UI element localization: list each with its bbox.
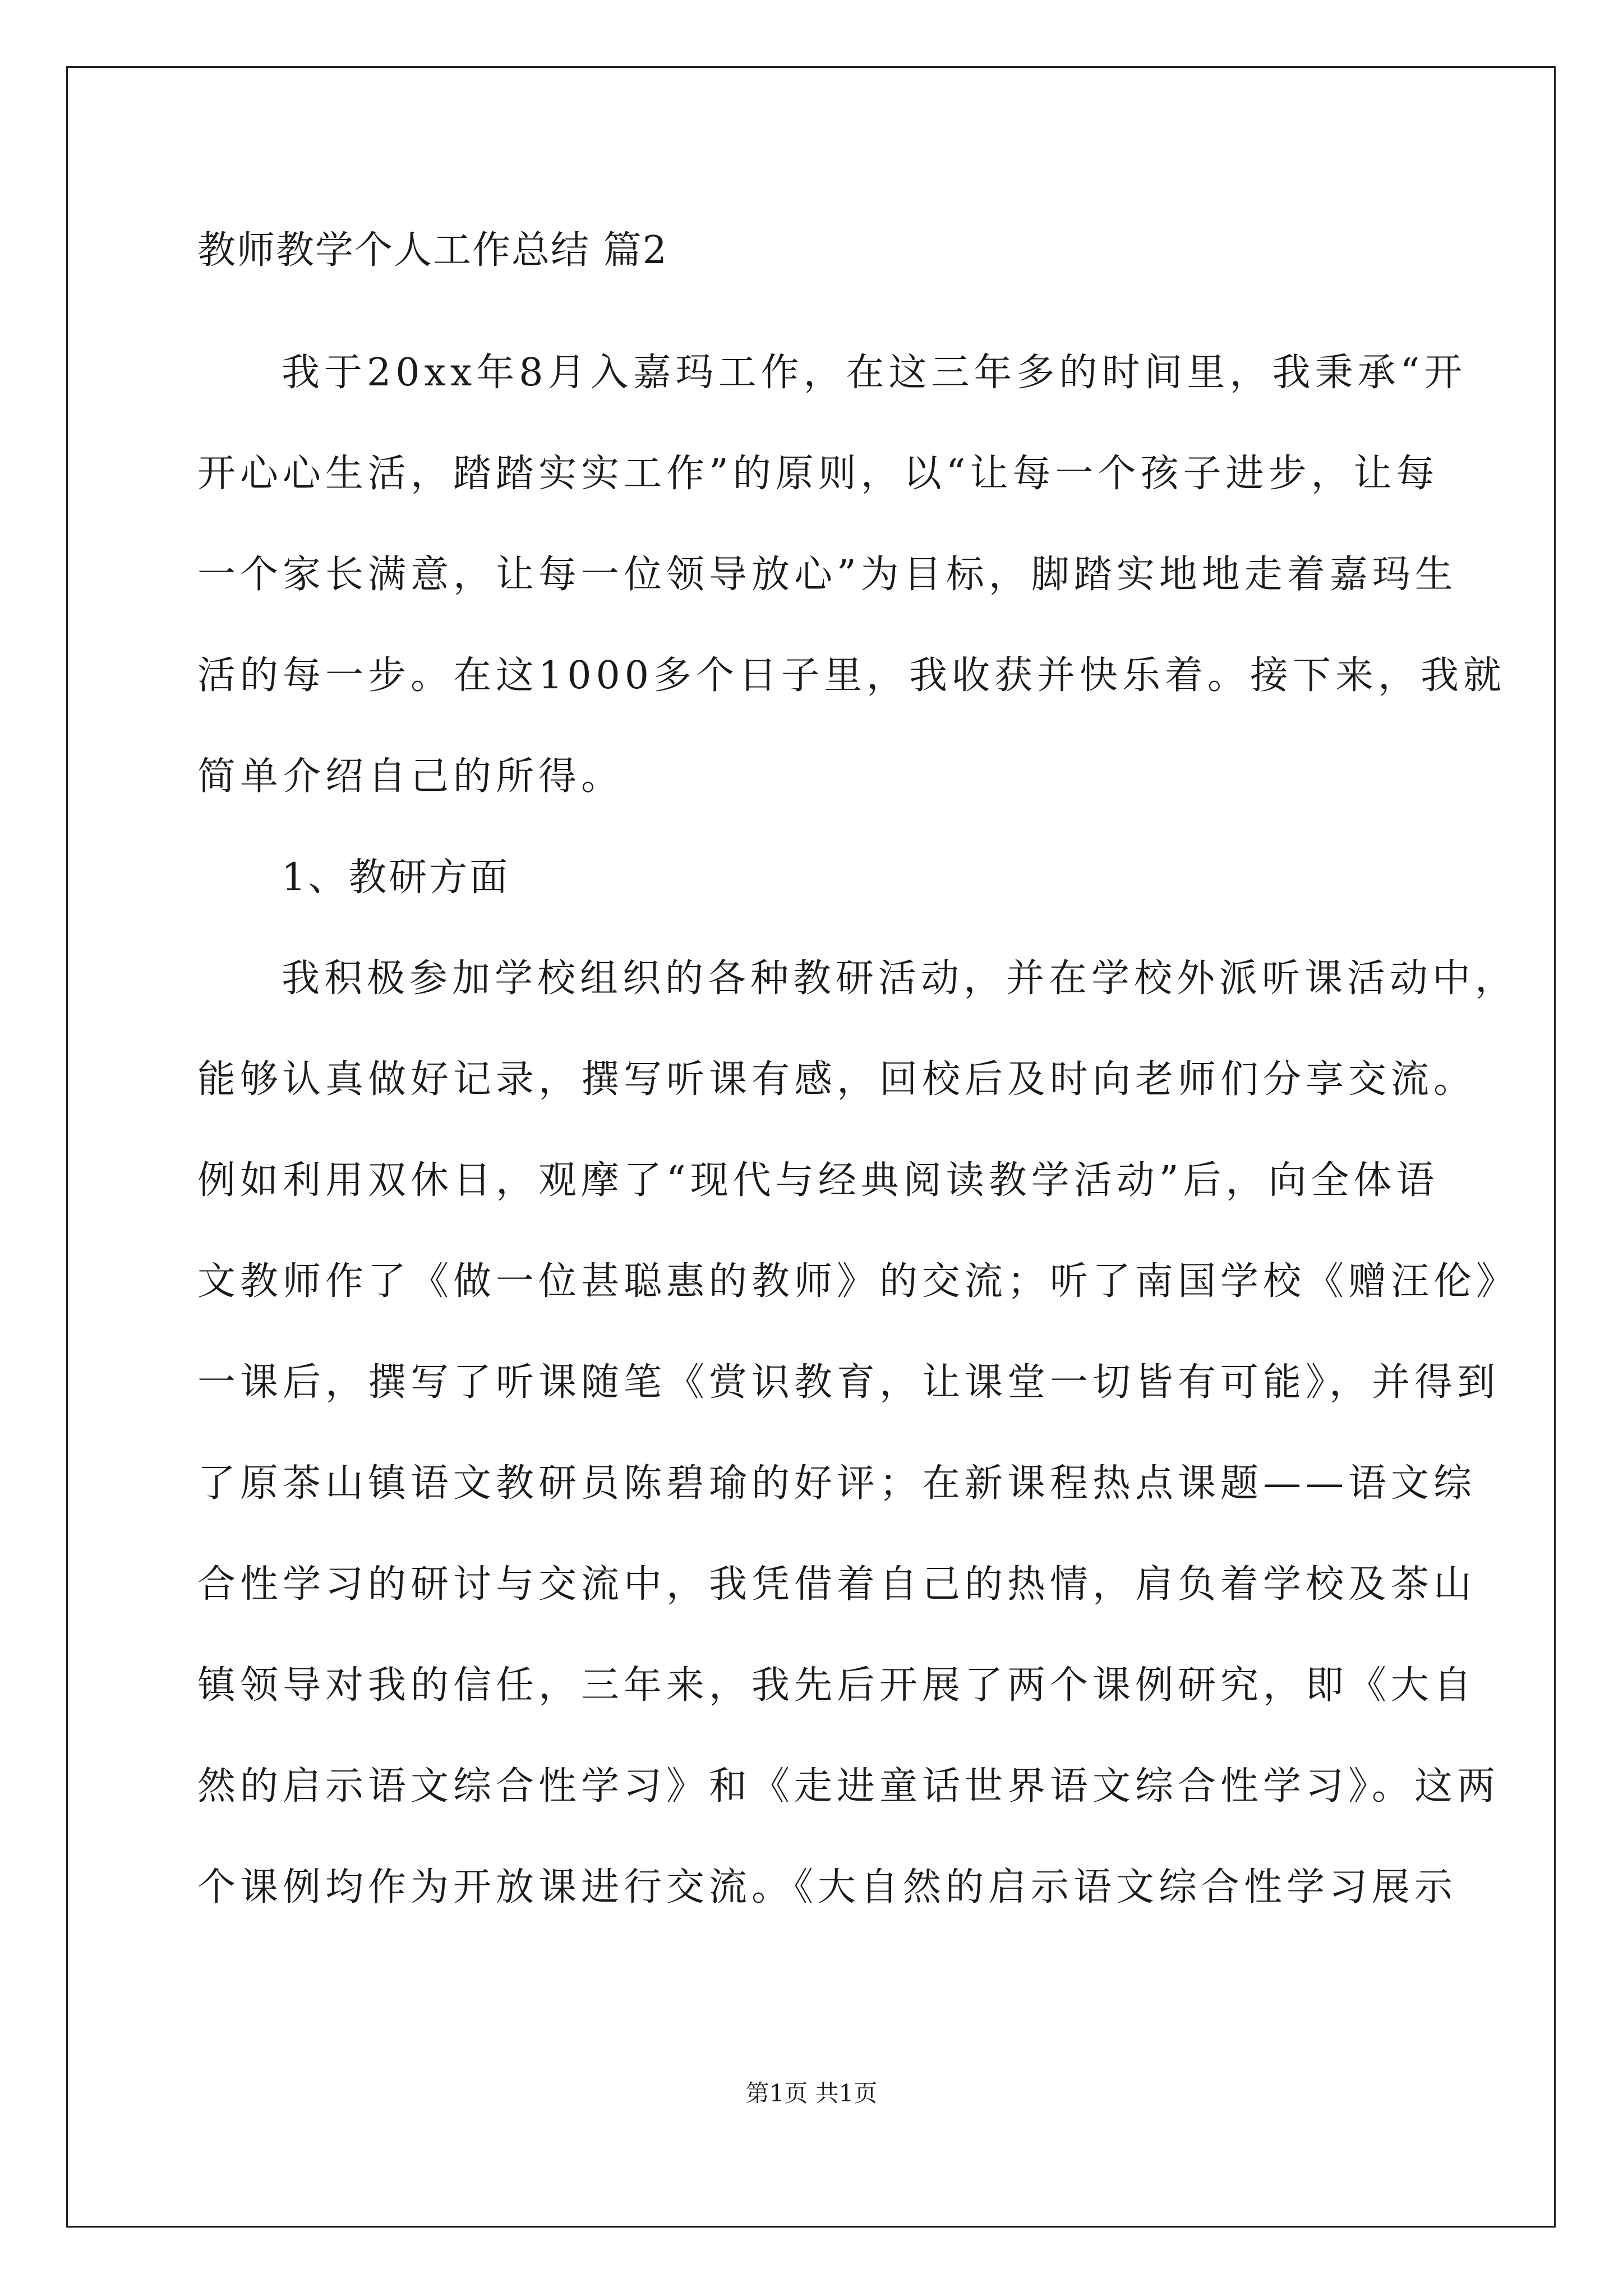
paragraph-line: 活的每一步。在这1000多个日子里，我收获并快乐着。接下来，我就: [197, 654, 1506, 698]
paragraph-line: 我积极参加学校组织的各种教研活动，并在学校外派听课活动中，: [282, 956, 1518, 1001]
page-footer: 第1页 共1页: [745, 2079, 878, 2107]
paragraph-2: [197, 928, 1519, 1938]
paragraph-line: 例如利用双休日，观摩了“现代与经典阅读教学活动”后，向全体语: [197, 1158, 1439, 1203]
paragraph-line: 能够认真做好记录，撰写听课有感，回校后及时向老师们分享交流。: [197, 1057, 1477, 1102]
paragraph-line: 一课后，撰写了听课随笔《赏识教育，让课堂一切皆有可能》，并得到: [197, 1360, 1500, 1405]
paragraph-line: 然的启示语文综合性学习》和《走进童话世界语文综合性学习》。这两: [197, 1764, 1500, 1809]
paragraph-1: [197, 323, 1506, 827]
paragraph-line: 我于20xx年8月入嘉玛工作，在这三年多的时间里，我秉承“开: [282, 351, 1467, 395]
document-heading: 教师教学个人工作总结 篇2: [197, 228, 668, 273]
paragraph-line: 简单介绍自己的所得。: [197, 754, 624, 799]
paragraph-line: 了原茶山镇语文教研员陈碧瑜的好评；在新课程热点课题——语文综: [197, 1461, 1477, 1506]
section-title: 1、教研方面: [282, 855, 510, 900]
paragraph-line: 个课例均作为开放课进行交流。《大自然的启示语文综合性学习展示: [197, 1865, 1458, 1910]
paragraph-line: 合性学习的研讨与交流中，我凭借着自己的热情，肩负着学校及茶山: [197, 1562, 1477, 1607]
paragraph-line: 文教师作了《做一位甚聪惠的教师》的交流；听了南国学校《赠汪伦》: [197, 1259, 1519, 1304]
document-body: [197, 222, 1519, 1938]
paragraph-line: 一个家长满意，让每一位领导放心”为目标，脚踏实地地走着嘉玛生: [197, 553, 1458, 597]
paragraph-line: 开心心生活，踏踏实实工作”的原则，以“让每一个孩子进步，让每: [197, 452, 1439, 496]
paragraph-line: 镇领导对我的信任，三年来，我先后开展了两个课例研究，即《大自: [197, 1663, 1477, 1708]
